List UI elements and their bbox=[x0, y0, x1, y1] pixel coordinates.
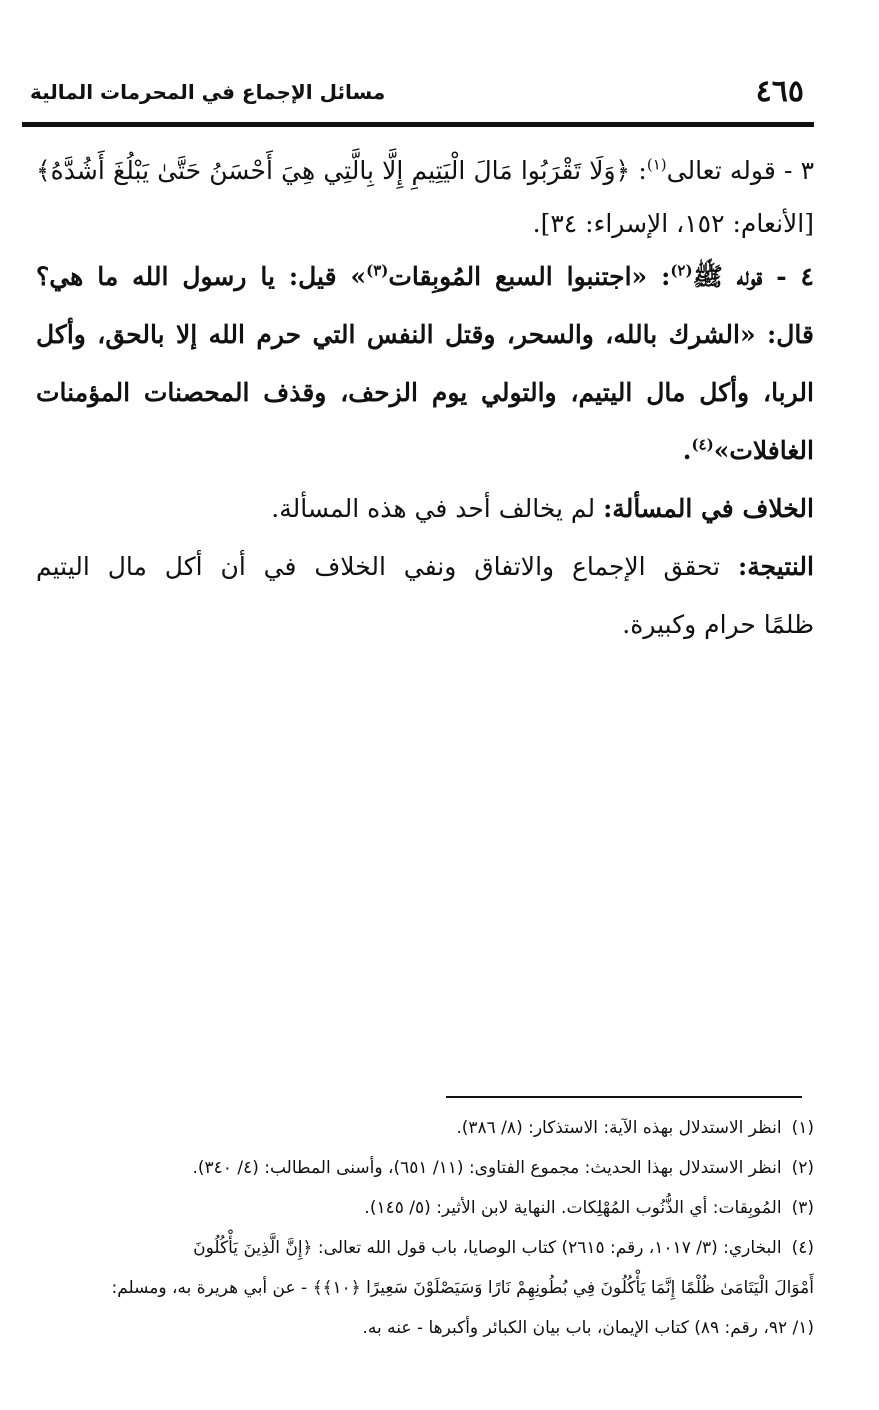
item-3-line bbox=[36, 142, 814, 200]
footnote-separator bbox=[446, 1096, 802, 1098]
result-text-1: تحقق الإجماع والاتفاق ونفي الخلاف في أن أكل مال اليتيم bbox=[36, 552, 721, 581]
main-text bbox=[36, 142, 814, 654]
footnote-text: انظر الاستدلال بهذه الآية: الاستذكار: (٨/ ٣٨٦). bbox=[456, 1118, 782, 1138]
result-line-1 bbox=[36, 538, 814, 596]
item-4-line-2: قال: «الشرك بالله، والسحر، وقتل النفس التي حرم الله إلا بالحق، وأكل bbox=[36, 320, 814, 349]
running-title: مسائل الإجماع في المحرمات المالية bbox=[30, 80, 386, 104]
hadith-question: » قيل: يا رسول الله ما هي؟ bbox=[36, 262, 367, 291]
footnote-number: (٤) bbox=[791, 1238, 814, 1258]
item-4-line-4 bbox=[36, 422, 814, 480]
item-3-prefix: ٣ - قوله تعالى bbox=[666, 156, 814, 185]
item-3-citation: [الأنعام: ١٥٢، الإسراء: ٣٤]. bbox=[532, 209, 814, 238]
footnote-1 bbox=[30, 1108, 814, 1148]
hadith-start: «اجتنبوا السبع المُوبِقات bbox=[388, 262, 648, 291]
footnote-number: (٣) bbox=[791, 1198, 814, 1218]
footnote-text: أَمْوَالَ الْيَتَامَىٰ ظُلْمًا إِنَّمَا يَأْكُلُونَ فِي بُطُونِهِمْ نَارًا وَسَيَصْلَوْنَ سَعِيرًا ﴿١٠﴾﴾ - عن أبي هريرة به، ومسلم: bbox=[111, 1278, 814, 1298]
footnote-text: المُوبِقات: أي الذُّنُوب المُهْلِكات. النهاية لابن الأثير: (٥/ ١٤٥). bbox=[364, 1198, 782, 1218]
footnote-ref-1[interactable]: (١) bbox=[646, 155, 667, 174]
result-line-2: ظلمًا حرام وكبيرة. bbox=[622, 610, 814, 639]
page-number: ٤٦٥ bbox=[755, 74, 804, 109]
footnotes bbox=[30, 1108, 814, 1348]
result-label: النتيجة: bbox=[738, 552, 814, 581]
footnote-number: (١) bbox=[791, 1118, 814, 1138]
item-4-line-1 bbox=[36, 248, 814, 306]
hadith-end: الغافلات» bbox=[713, 436, 814, 465]
item-3-colon: : bbox=[638, 156, 647, 185]
page-header bbox=[22, 72, 812, 112]
footnote-text: البخاري: (٣/ ١٠١٧، رقم: ٢٦١٥) كتاب الوصايا، باب قول الله تعالى: ﴿إِنَّ الَّذِينَ يَأْكُلُونَ bbox=[193, 1238, 782, 1258]
item-4-colon: : bbox=[661, 262, 671, 291]
footnote-3 bbox=[30, 1188, 814, 1228]
footnote-number: (٢) bbox=[791, 1158, 814, 1178]
footnote-ref-3[interactable]: (٣) bbox=[366, 261, 389, 280]
khilaf-line bbox=[36, 480, 814, 538]
footnote-4-continued-2 bbox=[30, 1308, 814, 1348]
footnote-ref-4[interactable]: (٤) bbox=[691, 435, 714, 454]
hadith-period: . bbox=[682, 436, 692, 465]
header-rule bbox=[22, 122, 814, 127]
footnote-text: انظر الاستدلال بهذا الحديث: مجموع الفتاوى: (١١/ ٦٥١)، وأسنى المطالب: (٤/ ٣٤٠). bbox=[192, 1158, 782, 1178]
footnote-4-continued bbox=[30, 1268, 814, 1308]
khilaf-text: لم يخالف أحد في هذه المسألة. bbox=[271, 494, 596, 523]
footnote-2 bbox=[30, 1148, 814, 1188]
quran-verse: ﴿وَلَا تَقْرَبُوا مَالَ الْيَتِيمِ إِلَّا بِالَّتِي هِيَ أَحْسَنُ حَتَّىٰ يَبْلُغَ أَشُدَّهُ﴾ bbox=[36, 156, 631, 185]
footnote-4 bbox=[30, 1228, 814, 1268]
item-4-prefix: ٤ - قوله ﷺ bbox=[692, 262, 814, 291]
footnote-text: (١/ ٩٢، رقم: ٨٩) كتاب الإيمان، باب بيان الكبائر وأكبرها - عنه به. bbox=[362, 1318, 814, 1338]
footnote-ref-2[interactable]: (٢) bbox=[670, 261, 693, 280]
khilaf-label: الخلاف في المسألة: bbox=[603, 494, 814, 523]
item-4-line-3: الربا، وأكل مال اليتيم، والتولي يوم الزحف، وقذف المحصنات المؤمنات bbox=[36, 378, 814, 407]
